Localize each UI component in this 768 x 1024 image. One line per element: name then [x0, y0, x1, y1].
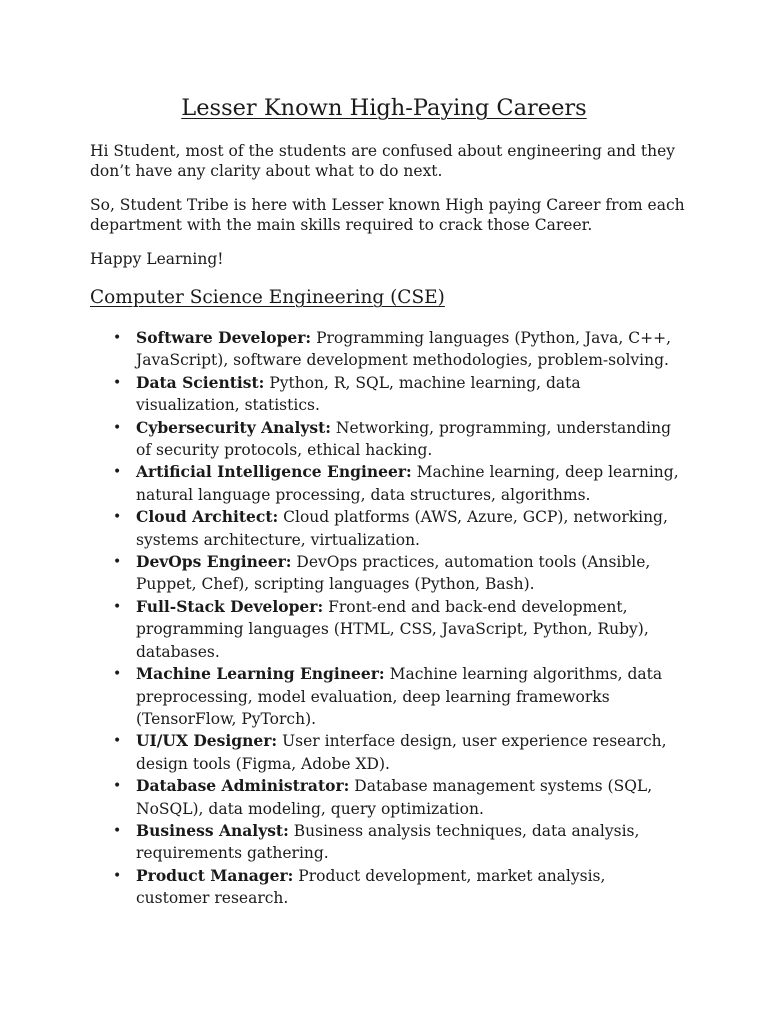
- career-name: DevOps Engineer:: [136, 552, 292, 572]
- list-item: [90, 775, 680, 820]
- career-skills: Cloud platforms (AWS, Azure, GCP), networking, systems architecture, virtualization.: [136, 508, 668, 549]
- bullet-icon: •: [113, 464, 122, 481]
- intro-paragraph-greeting: Hi Student, most of the students are confused about engineering and they don’t have any clarity about what to do next.: [90, 142, 676, 180]
- intro-paragraph-signoff: Happy Learning!: [90, 250, 224, 268]
- career-skills: Product development, market analysis, customer research.: [136, 866, 606, 908]
- document-title: Lesser Known High-Paying Careers: [181, 95, 587, 121]
- career-name: Product Manager:: [136, 865, 294, 885]
- bullet-icon: •: [113, 330, 122, 346]
- list-item: [90, 596, 680, 663]
- list-item: [90, 372, 680, 417]
- bullet-icon: •: [113, 822, 122, 839]
- bullet-icon: •: [113, 733, 122, 750]
- intro-paragraph-purpose: So, Student Tribe is here with Lesser known High paying Career from each department with the main skills required to crack those Career.: [90, 196, 685, 234]
- career-name: Business Analyst:: [136, 820, 289, 840]
- career-skills: Programming languages (Python, Java, C++, JavaScript), software development methodologies, problem-solving.: [136, 329, 671, 370]
- career-skills: Machine learning algorithms, data preprocessing, model evaluation, deep learning frameworks (TensorFlow, PyTorch).: [136, 665, 663, 728]
- bullet-icon: •: [113, 374, 122, 391]
- career-skills: Front-end and back-end development, programming languages (HTML, CSS, JavaScript, Python, Ruby), databases.: [136, 597, 649, 661]
- career-name: Artificial Intelligence Engineer:: [136, 462, 412, 482]
- career-name: Database Administrator:: [136, 776, 350, 796]
- career-name: Software Developer:: [136, 328, 312, 347]
- list-item: [90, 506, 680, 551]
- career-skills: Python, R, SQL, machine learning, data visualization, statistics.: [136, 373, 581, 415]
- bullet-icon: •: [113, 554, 122, 571]
- bullet-icon: •: [113, 598, 122, 615]
- list-item: [90, 663, 680, 730]
- career-list: [90, 327, 680, 910]
- list-item: [90, 417, 680, 462]
- list-item: [90, 820, 680, 865]
- bullet-icon: •: [113, 867, 122, 884]
- career-skills: User interface design, user experience research, design tools (Figma, Adobe XD).: [136, 732, 667, 773]
- career-name: Data Scientist:: [136, 372, 265, 392]
- career-skills: Networking, programming, understanding of security protocols, ethical hacking.: [136, 418, 671, 460]
- career-name: Machine Learning Engineer:: [136, 664, 385, 684]
- career-skills: Database management systems (SQL, NoSQL), data modeling, query optimization.: [136, 777, 653, 818]
- list-item: [90, 730, 680, 775]
- career-name: Full-Stack Developer:: [136, 596, 324, 616]
- career-name: UI/UX Designer:: [136, 731, 278, 751]
- bullet-icon: •: [113, 509, 122, 526]
- bullet-icon: •: [113, 778, 122, 795]
- career-name: Cybersecurity Analyst:: [136, 417, 331, 437]
- list-item: [90, 551, 680, 596]
- career-skills: Machine learning, deep learning, natural language processing, data structures, algorithms.: [136, 463, 679, 504]
- career-name: Cloud Architect:: [136, 507, 279, 527]
- list-item: [90, 865, 680, 910]
- bullet-icon: •: [113, 666, 122, 683]
- section-heading-cse: Computer Science Engineering (CSE): [90, 287, 445, 308]
- career-skills: Business analysis techniques, data analysis, requirements gathering.: [136, 821, 640, 863]
- list-item: [90, 461, 680, 506]
- bullet-icon: •: [113, 419, 122, 436]
- list-item: [90, 327, 680, 372]
- career-skills: DevOps practices, automation tools (Ansible, Puppet, Chef), scripting languages (Python, Bash).: [136, 553, 651, 594]
